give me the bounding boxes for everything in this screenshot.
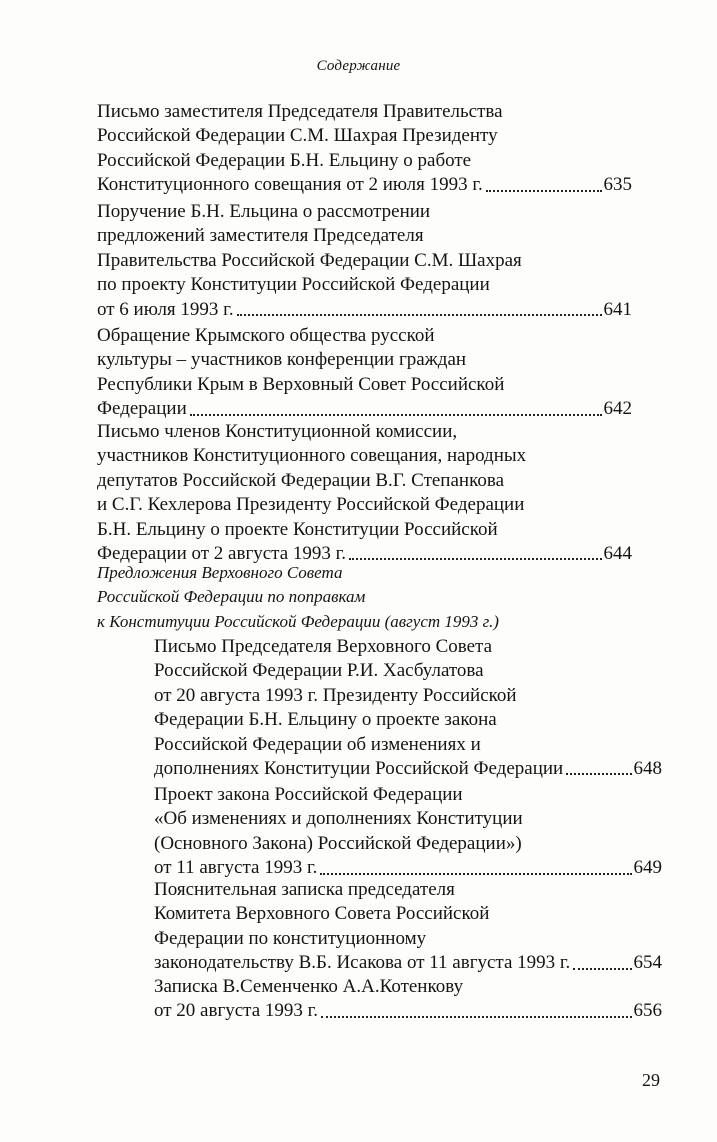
toc-entry-line: Федерации Б.Н. Ельцину о проекте закона — [154, 709, 497, 731]
dot-leader — [349, 542, 601, 560]
toc-page-number: 649 — [633, 857, 662, 879]
toc-entry-line: и С.Г. Кехлерова Президенту Российской Федерации — [97, 494, 525, 516]
section-heading-line: Предложения Верховного Совета — [97, 563, 343, 582]
toc-entry-last-line — [97, 173, 632, 197]
toc-entry-line: Комитета Верховного Совета Российской — [154, 903, 490, 925]
toc-entry-line: Записка В.Семенченко А.А.Котенкову — [154, 976, 464, 997]
toc-entry-line: участников Конституционного совещания, народных — [97, 445, 527, 467]
toc-entry-last-line — [154, 856, 662, 880]
toc-page-number: 656 — [633, 1000, 662, 1022]
toc-entry-line: Российской Федерации Б.Н. Ельцину о работе — [97, 149, 472, 171]
dot-leader — [190, 397, 602, 415]
toc-entry-text: от 6 июля 1993 г. — [97, 298, 234, 320]
toc-page-number: 654 — [633, 952, 662, 974]
toc-entry-line: по проекту Конституции Российской Федерации — [97, 274, 490, 296]
toc-entry-line: (Основного Закона) Российской Федерации») — [154, 832, 522, 854]
page-number: 29 — [642, 1070, 660, 1090]
toc-entry-line: культуры – участников конференции граждан — [97, 349, 467, 371]
toc-page-number: 641 — [603, 298, 632, 320]
toc-entry-line: предложений заместителя Председателя — [97, 225, 424, 247]
toc-entry-text: дополнениях Конституции Российской Федерации — [154, 758, 564, 780]
toc-entry-line: Российской Федерации Р.И. Хасбулатова — [154, 660, 484, 682]
toc-entry-last-line — [97, 397, 632, 421]
toc-entry-last-line — [97, 298, 632, 322]
toc-entry-line: Поручение Б.Н. Ельцина о рассмотрении — [97, 201, 431, 222]
toc-entry-text: законодательству В.Б. Исакова от 11 августа 1993 г. — [154, 952, 571, 974]
toc-page-number: 644 — [603, 543, 632, 565]
toc-entry-line: Письмо членов Конституционной комиссии, — [97, 421, 458, 442]
toc-entry — [97, 100, 632, 198]
toc-entry-text: от 20 августа 1993 г. — [154, 1000, 319, 1022]
toc-entry-line: Письмо Председателя Верховного Совета — [154, 636, 493, 657]
dot-leader — [237, 298, 602, 316]
toc-entry-line: Пояснительная записка председателя — [154, 879, 455, 900]
toc-entry-line: Б.Н. Ельцину о проекте Конституции Российской — [97, 518, 498, 540]
toc-page-number: 642 — [603, 398, 632, 420]
toc-entry-line: «Об изменениях и дополнениях Конституции — [154, 808, 523, 830]
toc-entry-line: Российской Федерации С.М. Шахрая Президенту — [97, 125, 498, 147]
toc-entry-line: от 20 августа 1993 г. Президенту Российской — [154, 684, 517, 706]
section-heading — [97, 561, 499, 634]
toc-sub-entry — [154, 878, 662, 976]
toc-entry — [97, 200, 632, 322]
toc-entry-text: Федерации — [97, 398, 187, 420]
toc-entry-line: Правительства Российской Федерации С.М. Шахрая — [97, 249, 522, 271]
toc-page-number: 635 — [603, 174, 632, 196]
toc-entry-line: Проект закона Российской Федерации — [154, 784, 463, 805]
toc-entry-line: Обращение Крымского общества русской — [97, 325, 435, 346]
toc-sub-entry — [154, 975, 662, 1024]
toc-entry-text: Федерации от 2 августа 1993 г. — [97, 543, 347, 565]
toc-entry-text: от 11 августа 1993 г. — [154, 857, 318, 879]
dot-leader — [321, 999, 631, 1017]
toc-sub-entry — [154, 783, 662, 881]
toc-entry-line: Российской Федерации об изменениях и — [154, 733, 481, 755]
dot-leader — [320, 856, 631, 874]
toc-sub-entry — [154, 635, 662, 781]
toc-entry-last-line — [154, 757, 662, 781]
toc-entry-line: Республики Крым в Верховный Совет Российской — [97, 373, 505, 395]
toc-entry-line: Федерации по конституционному — [154, 927, 427, 949]
toc-entry — [97, 324, 632, 422]
dot-leader — [573, 951, 631, 969]
dot-leader — [486, 173, 602, 191]
toc-entry-line: депутатов Российской Федерации В.Г. Степанкова — [97, 469, 504, 491]
section-heading-line: Российской Федерации по поправкам — [97, 587, 366, 607]
running-head: Содержание — [316, 58, 401, 74]
toc-entry — [97, 420, 632, 566]
section-heading-line: к Конституции Российской Федерации (август 1993 г.) — [97, 611, 499, 631]
toc-entry-text: Конституционного совещания от 2 июля 1993 г. — [97, 174, 483, 196]
dot-leader — [566, 757, 631, 775]
toc-entry-last-line — [154, 951, 662, 975]
toc-entry-line: Письмо заместителя Председателя Правительства — [97, 101, 503, 122]
toc-page-number: 648 — [633, 758, 662, 780]
toc-entry-last-line — [154, 999, 662, 1023]
